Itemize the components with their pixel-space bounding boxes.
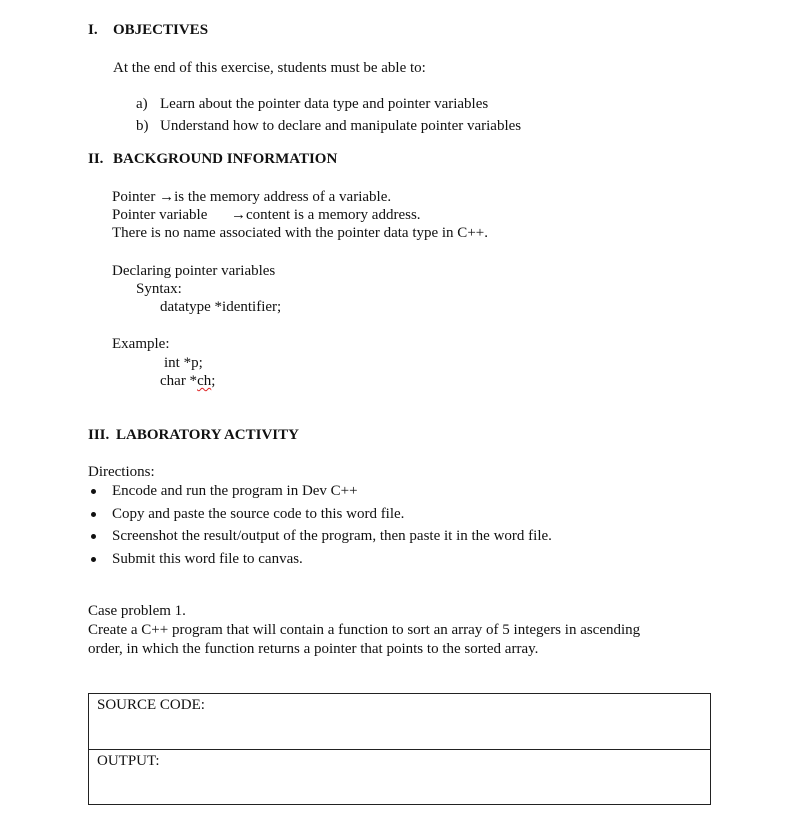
direction-item: Submit this word file to canvas.: [112, 551, 303, 567]
syntax-label: Syntax:: [136, 281, 182, 297]
example-code-2-suffix: ;: [211, 373, 216, 389]
output-box[interactable]: [88, 749, 711, 805]
arrow-icon: →: [159, 189, 175, 205]
direction-item: Copy and paste the source code to this word file.: [112, 506, 405, 522]
direction-item: Encode and run the program in Dev C++: [112, 483, 358, 499]
pointer-term: Pointer: [112, 189, 156, 205]
arrow-icon: →: [231, 207, 246, 223]
bullet-icon: [91, 557, 96, 562]
lab-numeral: III.: [88, 427, 110, 443]
case-problem-line-2: order, in which the function returns a pointer that points to the sorted array.: [88, 641, 539, 657]
example-code-1: int *p;: [164, 355, 203, 371]
bullet-icon: [91, 534, 96, 539]
pointer-variable-definition: [231, 206, 421, 224]
background-heading: BACKGROUND INFORMATION: [113, 151, 338, 167]
objectives-intro: At the end of this exercise, students must be able to:: [113, 60, 426, 76]
case-problem-title: Case problem 1.: [88, 603, 186, 619]
bullet-icon: [91, 512, 96, 517]
example-label: Example:: [112, 336, 170, 352]
pointer-definition-text: is the memory address of a variable.: [174, 189, 392, 205]
background-numeral: II.: [88, 151, 104, 167]
objective-item-b: Understand how to declare and manipulate pointer variables: [160, 118, 522, 134]
pointer-definition: [112, 188, 391, 206]
pointer-name-note: There is no name associated with the pointer data type in C++.: [112, 225, 488, 241]
example-code-2: [160, 372, 215, 390]
pointer-variable-text: content is a memory address.: [246, 207, 421, 223]
objective-item-a: Learn about the pointer data type and pointer variables: [160, 96, 489, 112]
directions-label: Directions:: [88, 464, 155, 480]
objective-marker-b: b): [136, 118, 149, 134]
output-label: OUTPUT:: [97, 753, 160, 769]
objectives-numeral: I.: [88, 22, 98, 38]
pointer-variable-term: Pointer variable: [112, 207, 208, 223]
objective-marker-a: a): [136, 96, 148, 112]
case-problem-line-1: Create a C++ program that will contain a function to sort an array of 5 integers in ascending: [88, 622, 641, 638]
example-code-2-prefix: char *: [160, 373, 198, 389]
direction-item: Screenshot the result/output of the program, then paste it in the word file.: [112, 528, 552, 544]
bullet-icon: [91, 489, 96, 494]
lab-heading: LABORATORY ACTIVITY: [116, 427, 299, 443]
syntax-code: datatype *identifier;: [160, 299, 282, 315]
source-code-box[interactable]: [88, 693, 711, 750]
objectives-heading: OBJECTIVES: [113, 22, 209, 38]
spellcheck-word: ch: [197, 373, 212, 389]
declaring-heading: Declaring pointer variables: [112, 263, 276, 279]
source-code-label: SOURCE CODE:: [97, 697, 205, 713]
